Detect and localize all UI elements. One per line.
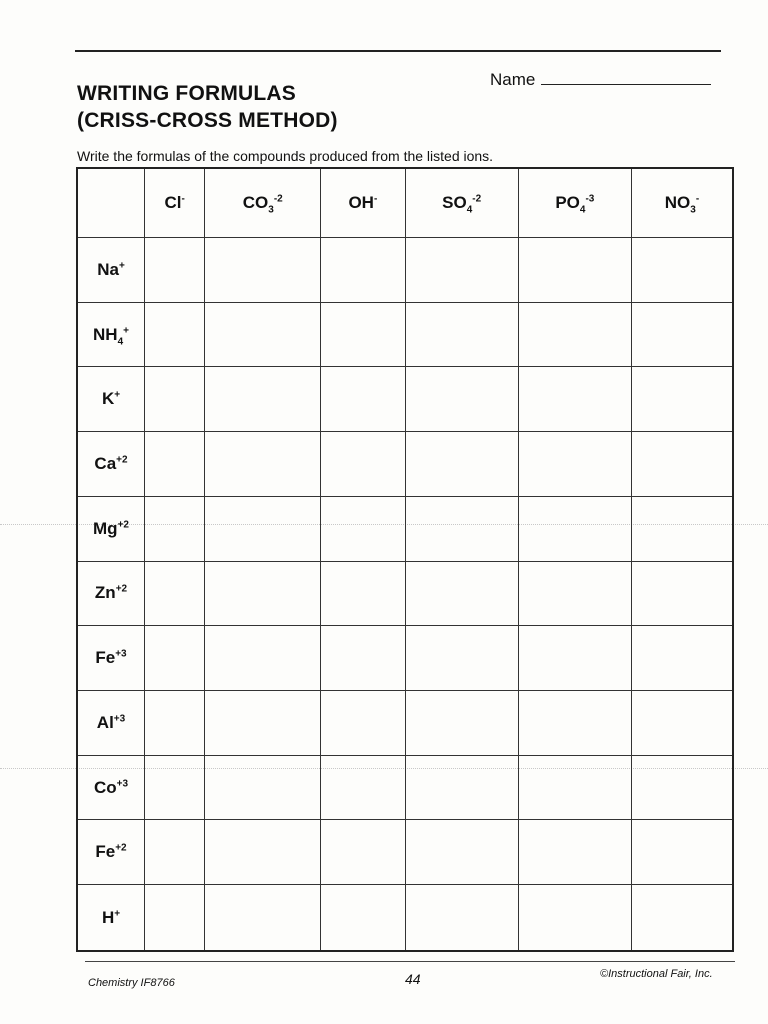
formula-answer-cell[interactable] (205, 302, 321, 367)
corner-cell (77, 168, 145, 238)
formula-answer-cell[interactable] (518, 691, 631, 756)
cation-symbol: NH (93, 324, 118, 344)
cation-symbol: Mg (93, 518, 118, 538)
formula-answer-cell[interactable] (145, 626, 205, 691)
formula-answer-cell[interactable] (405, 238, 518, 303)
cation-header-cell (77, 238, 145, 303)
formula-answer-cell[interactable] (321, 302, 405, 367)
footer-rule (85, 961, 735, 962)
cation-symbol: Co (93, 777, 117, 797)
anion-subscript: 3 (690, 204, 696, 216)
formula-answer-cell[interactable] (321, 691, 405, 756)
anion-header-cell (631, 168, 733, 238)
formula-answer-cell[interactable] (205, 238, 321, 303)
cation-row (77, 755, 733, 820)
formula-answer-cell[interactable] (518, 238, 631, 303)
formula-answer-cell[interactable] (205, 367, 321, 432)
anion-header-row (77, 168, 733, 238)
anion-charge: -2 (273, 193, 283, 205)
formula-answer-cell[interactable] (321, 496, 405, 561)
anion-subscript: 3 (268, 204, 274, 216)
formula-answer-cell[interactable] (321, 367, 405, 432)
anion-symbol: SO (442, 193, 467, 212)
formula-answer-cell[interactable] (405, 302, 518, 367)
formula-answer-cell[interactable] (321, 755, 405, 820)
cation-header-cell (77, 496, 145, 561)
formula-answer-cell[interactable] (405, 626, 518, 691)
cation-charge: +3 (116, 777, 129, 789)
anion-symbol: NO (664, 193, 691, 212)
page-number: 44 (405, 971, 421, 987)
formula-answer-cell[interactable] (205, 691, 321, 756)
cation-row (77, 885, 733, 951)
formula-answer-cell[interactable] (405, 755, 518, 820)
cation-row (77, 302, 733, 367)
title-line-2: (CRISS-CROSS METHOD) (77, 109, 338, 132)
anion-header-cell (145, 168, 205, 238)
formula-answer-cell[interactable] (631, 691, 733, 756)
cation-charge: +2 (117, 519, 129, 531)
name-field (490, 70, 711, 90)
formula-answer-cell[interactable] (518, 432, 631, 497)
formula-answer-cell[interactable] (145, 496, 205, 561)
name-blank-line[interactable] (541, 70, 711, 85)
formula-answer-cell[interactable] (321, 820, 405, 885)
formula-answer-cell[interactable] (321, 626, 405, 691)
cation-header-cell (77, 561, 145, 626)
cation-charge: +3 (115, 648, 127, 660)
formula-answer-cell[interactable] (631, 626, 733, 691)
formula-answer-cell[interactable] (631, 238, 733, 303)
formula-answer-cell[interactable] (518, 755, 631, 820)
cation-header-cell (77, 367, 145, 432)
anion-symbol: Cl (164, 193, 182, 212)
formula-answer-cell[interactable] (145, 820, 205, 885)
formula-answer-cell[interactable] (145, 238, 205, 303)
formula-answer-cell[interactable] (631, 432, 733, 497)
cation-charge: +3 (113, 713, 126, 725)
title-line-1: WRITING FORMULAS (77, 82, 297, 105)
cation-charge: + (114, 907, 121, 919)
cation-charge: +2 (115, 583, 128, 595)
formula-answer-cell[interactable] (518, 820, 631, 885)
formula-answer-cell[interactable] (145, 561, 205, 626)
formula-answer-cell[interactable] (145, 367, 205, 432)
cation-symbol: Ca (94, 454, 117, 474)
formula-answer-cell[interactable] (631, 820, 733, 885)
formula-answer-cell[interactable] (321, 238, 405, 303)
formula-answer-cell[interactable] (205, 885, 321, 951)
cation-header-cell (77, 691, 145, 756)
formula-answer-cell[interactable] (518, 885, 631, 951)
ion-formula-table (76, 167, 734, 952)
formula-answer-cell[interactable] (631, 496, 733, 561)
anion-charge: - (181, 193, 185, 205)
formula-answer-cell[interactable] (145, 302, 205, 367)
cation-symbol: K (101, 389, 115, 409)
cation-symbol: Na (97, 259, 119, 279)
cation-header-cell (77, 626, 145, 691)
footer-book-code: Chemistry IF8766 (88, 977, 175, 989)
formula-answer-cell[interactable] (405, 432, 518, 497)
anion-header-cell (405, 168, 518, 238)
formula-answer-cell[interactable] (518, 302, 631, 367)
footer-copyright: ©Instructional Fair, Inc. (600, 968, 713, 980)
cation-row (77, 367, 733, 432)
cation-header-cell (77, 302, 145, 367)
cation-row (77, 691, 733, 756)
cation-symbol: Fe (95, 842, 116, 862)
formula-answer-cell[interactable] (205, 432, 321, 497)
anion-charge: -2 (472, 193, 482, 205)
formula-answer-cell[interactable] (145, 432, 205, 497)
anion-symbol: OH (348, 193, 374, 212)
anion-subscript: 4 (466, 204, 473, 216)
cation-symbol: Al (96, 712, 114, 732)
formula-answer-cell[interactable] (205, 496, 321, 561)
anion-charge: - (373, 193, 378, 205)
formula-answer-cell[interactable] (205, 820, 321, 885)
cation-charge: + (114, 389, 121, 401)
cation-symbol: Fe (95, 648, 116, 668)
cation-header-cell (77, 432, 145, 497)
formula-answer-cell[interactable] (518, 626, 631, 691)
cation-subscript: 4 (117, 335, 124, 347)
cation-row (77, 238, 733, 303)
cation-charge: +2 (116, 454, 128, 466)
cation-symbol: H (101, 907, 115, 927)
cation-header-cell (77, 820, 145, 885)
worksheet-title (77, 80, 338, 134)
cation-header-cell (77, 755, 145, 820)
formula-answer-cell[interactable] (145, 691, 205, 756)
formula-answer-cell[interactable] (205, 755, 321, 820)
formula-answer-cell[interactable] (405, 691, 518, 756)
cation-row (77, 561, 733, 626)
formula-answer-cell[interactable] (518, 367, 631, 432)
formula-answer-cell[interactable] (321, 885, 405, 951)
anion-symbol: CO (242, 193, 269, 212)
anion-header-cell (321, 168, 405, 238)
formula-answer-cell[interactable] (145, 755, 205, 820)
formula-answer-cell[interactable] (518, 561, 631, 626)
formula-answer-cell[interactable] (405, 496, 518, 561)
formula-answer-cell[interactable] (405, 367, 518, 432)
formula-answer-cell[interactable] (631, 885, 733, 951)
anion-subscript: 4 (579, 204, 586, 216)
formula-answer-cell[interactable] (405, 820, 518, 885)
formula-answer-cell[interactable] (145, 885, 205, 951)
anion-header-cell (205, 168, 321, 238)
formula-answer-cell[interactable] (321, 432, 405, 497)
formula-answer-cell[interactable] (631, 561, 733, 626)
anion-charge: -3 (585, 193, 595, 205)
name-label: Name (490, 70, 536, 89)
formula-answer-cell[interactable] (205, 561, 321, 626)
formula-answer-cell[interactable] (631, 367, 733, 432)
formula-answer-cell[interactable] (205, 626, 321, 691)
instructions-text: Write the formulas of the compounds produced from the listed ions. (77, 148, 494, 164)
cation-charge: + (118, 260, 125, 272)
formula-answer-cell[interactable] (518, 496, 631, 561)
anion-symbol: PO (555, 193, 580, 212)
cation-row (77, 626, 733, 691)
cation-row (77, 432, 733, 497)
cation-header-cell (77, 885, 145, 951)
anion-charge: - (695, 193, 700, 205)
header-rule (75, 50, 721, 52)
formula-answer-cell[interactable] (321, 561, 405, 626)
cation-charge: + (123, 324, 129, 336)
cation-symbol: Zn (94, 583, 116, 603)
formula-answer-cell[interactable] (405, 885, 518, 951)
formula-answer-cell[interactable] (631, 302, 733, 367)
cation-row (77, 496, 733, 561)
formula-answer-cell[interactable] (631, 755, 733, 820)
cation-row (77, 820, 733, 885)
cation-charge: +2 (115, 842, 127, 854)
formula-answer-cell[interactable] (405, 561, 518, 626)
anion-header-cell (518, 168, 631, 238)
